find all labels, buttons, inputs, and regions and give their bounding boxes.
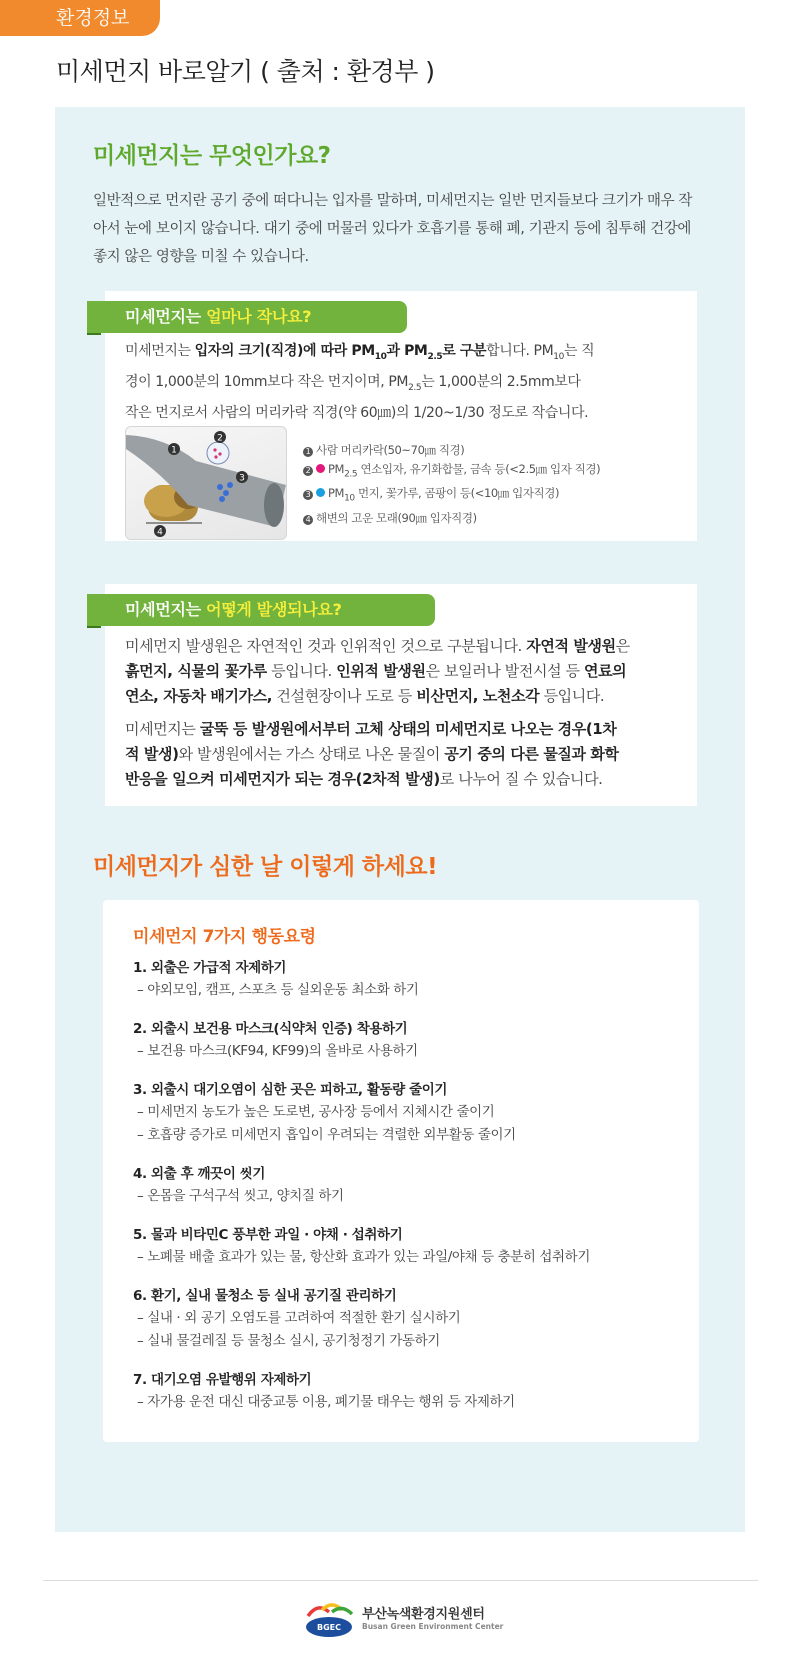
tip-description: – 실내 · 외 공기 오염도를 고려하여 적절한 환기 실시하기 [137,1310,461,1326]
tip-title: 1. 외출은 가급적 자제하기 [133,960,287,976]
origin-card [105,584,697,806]
subscript: 2.5 [408,382,422,393]
origin-text-part: 건설현장이나 도로 등 [272,687,417,705]
section-tab[interactable]: 환경정보 [0,0,160,36]
tips-card-title: 미세먼지 7가지 행동요령 [133,927,316,947]
origin-text-part: 등입니다. [539,687,605,705]
size-text-bold: 과 PM [386,343,428,359]
origin-text-part: 와 발생원에서는 가스 상태로 나온 물질이 [178,745,445,763]
tips-list [133,957,673,1430]
particle-legend [303,441,600,528]
pm10-particle [223,490,229,496]
size-text-part: 는 1,000분의 2.5mm보다 작은 먼지로서 사람의 머리카락 직경(약 60㎛)의 1/20~1/30 정도로 작습니다. [125,373,589,421]
origin-text-part: 은 [615,637,630,655]
illus-label: 2 [217,433,223,444]
legend-number: 1 [303,447,313,457]
tip-item [133,957,673,1002]
org-name-en: Busan Green Environment Center [362,1622,504,1631]
legend-text: PM [328,462,345,476]
tip-title: 5. 물과 비타민C 풍부한 과일 · 야채 · 섭취하기 [133,1227,403,1243]
size-text-bold: 입자의 크기(직경)에 따라 PM [194,343,375,359]
origin-ribbon [87,594,435,626]
logo-text: BGEC [317,1623,341,1632]
size-ribbon [87,301,407,333]
tip-title: 3. 외출시 대기오염이 심한 곳은 피하고, 활동량 줄이기 [133,1082,448,1098]
tip-title: 7. 대기오염 유발행위 자제하기 [133,1372,312,1388]
ribbon-prefix: 미세먼지는 [125,307,207,326]
pm10-particle [217,484,223,490]
legend-item [303,509,600,528]
size-text-part: 미세먼지는 [125,343,195,359]
tip-item [133,1079,673,1147]
particle-size-illustration [125,426,287,540]
bgec-logo[interactable] [302,1598,356,1638]
pm25-particle [213,448,216,451]
tip-title: 6. 환기, 실내 물청소 등 실내 공기질 관리하기 [133,1288,397,1304]
org-name: 부산녹색환경지원센터 [362,1607,485,1622]
legend-item [303,484,600,508]
illus-label: 3 [239,473,245,484]
legend-item [303,441,600,460]
legend-text: PM [328,486,345,501]
legend-text: 해변의 고운 모래(90㎛ 입자직경) [316,510,477,525]
tip-item [133,1285,673,1353]
pm10-color-dot [316,488,325,497]
illus-label: 4 [157,527,163,538]
origin-text-bold: 흙먼지, 식물의 꽃가루 [125,662,267,680]
origin-text [125,634,630,792]
origin-text-part: 등입니다. [266,662,337,680]
tip-item [133,1018,673,1063]
subscript: 2.5 [427,351,443,362]
origin-text-bold: 비산먼지, 노천소각 [416,687,540,705]
size-text-part: 는 직경이 1,000분의 10mm보다 작은 먼지이며, PM [125,343,595,390]
content-panel [55,107,745,1532]
legend-text: 사람 머리카락(50~70㎛ 직경) [316,443,465,457]
hair-and-sand-illustration [126,427,287,540]
pm25-particle [214,455,217,458]
what-title: 미세먼지는 무엇인가요? [93,143,331,169]
subscript: 2.5 [344,469,358,480]
legend-number: 2 [303,466,313,476]
magnifier [207,442,229,464]
legend-item [303,460,600,484]
size-text-bold: 로 구분 [442,343,487,359]
size-card [105,291,697,541]
ribbon-highlight: 어떻게 발생되나요? [206,600,342,619]
tip-item [133,1224,673,1269]
what-body: 일반적으로 먼지란 공기 중에 떠다니는 입자를 말하며, 미세먼지는 일반 먼지들보다 크기가 매우 작아서 눈에 보이지 않습니다. 대기 중에 머물러 있다가 호흡기를 통해 폐, 기관지 등에 침투해 건강에 좋지 않은 영향을 미칠 수 있습니다. [93,193,692,265]
tip-title: 4. 외출 후 깨끗이 씻기 [133,1166,266,1182]
footer-divider [43,1580,758,1581]
tip-description: – 실내 물걸레질 등 물청소 실시, 공기청정기 가동하기 [137,1333,440,1349]
page-title: 미세먼지 바로알기 ( 출처 : 환경부 ) [56,57,435,86]
legend-number: 4 [303,515,313,525]
logo-arc [332,1608,352,1614]
tip-description: – 호흡량 증가로 미세먼지 흡입이 우려되는 격렬한 외부활동 줄이기 [137,1127,516,1143]
origin-text-bold: 자연적 발생원 [526,637,616,655]
tip-description: – 미세먼지 농도가 높은 도로변, 공사장 등에서 지체시간 줄이기 [137,1104,495,1120]
legend-number: 3 [303,490,313,500]
origin-text-bold: 굴뚝 등 발생원에서부터 고체 상태의 미세먼지로 나오는 경우(1차적 발생) [125,720,617,763]
tip-item [133,1163,673,1208]
origin-text-part: 미세먼지는 [125,720,200,738]
origin-text-part: 로 나누어 질 수 있습니다. [439,770,603,788]
subscript: 10 [374,351,387,362]
tip-description: – 노폐물 배출 효과가 있는 물, 항산화 효과가 있는 과일/야채 등 충분히 섭취하기 [137,1249,590,1265]
tip-title: 2. 외출시 보건용 마스크(식약처 인증) 착용하기 [133,1021,408,1037]
origin-text-bold: 인위적 발생원 [336,662,426,680]
tip-description: – 보건용 마스크(KF94, KF99)의 올바로 사용하기 [137,1043,418,1059]
origin-paragraph-1 [125,634,630,709]
subscript: 10 [553,351,564,362]
origin-text-part: 은 보일러나 발전시설 등 [425,662,584,680]
origin-text-bold: 공기 중의 다른 물질과 화학 반응을 일으켜 미세먼지가 되는 경우(2차적 발생) [125,745,619,788]
illus-label: 1 [171,445,177,456]
origin-text-bold: 연료의 연소, 자동차 배기가스, [125,662,627,705]
origin-text-part: 미세먼지 발생원은 자연적인 것과 인위적인 것으로 구분됩니다. [125,637,527,655]
tip-description: – 자가용 운전 대신 대중교통 이용, 폐기물 태우는 행위 등 자제하기 [137,1394,515,1410]
pm10-particle [219,496,225,502]
legend-text: 먼지, 꽃가루, 곰팡이 등(<10㎛ 입자직경) [354,486,560,501]
action-title: 미세먼지가 심한 날 이렇게 하세요! [93,854,438,880]
pm25-particle [218,452,221,455]
tip-description: – 온몸을 구석구석 씻고, 양치질 하기 [137,1188,344,1204]
hair-cross-section [264,483,284,527]
tip-description: – 야외모임, 캠프, 스포츠 등 실외운동 최소화 하기 [137,982,419,998]
subscript: 10 [344,493,355,504]
logo-arc [308,1608,329,1616]
legend-text: 연소입자, 유기화합물, 금속 등(<2.5㎛ 입자 직경) [357,462,601,476]
pm25-color-dot [316,464,325,473]
size-text [125,339,595,426]
ribbon-prefix: 미세먼지는 [125,600,207,619]
tip-item [133,1369,673,1414]
origin-paragraph-2 [125,717,630,792]
ribbon-highlight: 얼마나 작나요? [206,307,312,326]
tips-card [103,900,699,1442]
size-text-part: 합니다. PM [486,343,554,359]
pm10-particle [227,482,233,488]
